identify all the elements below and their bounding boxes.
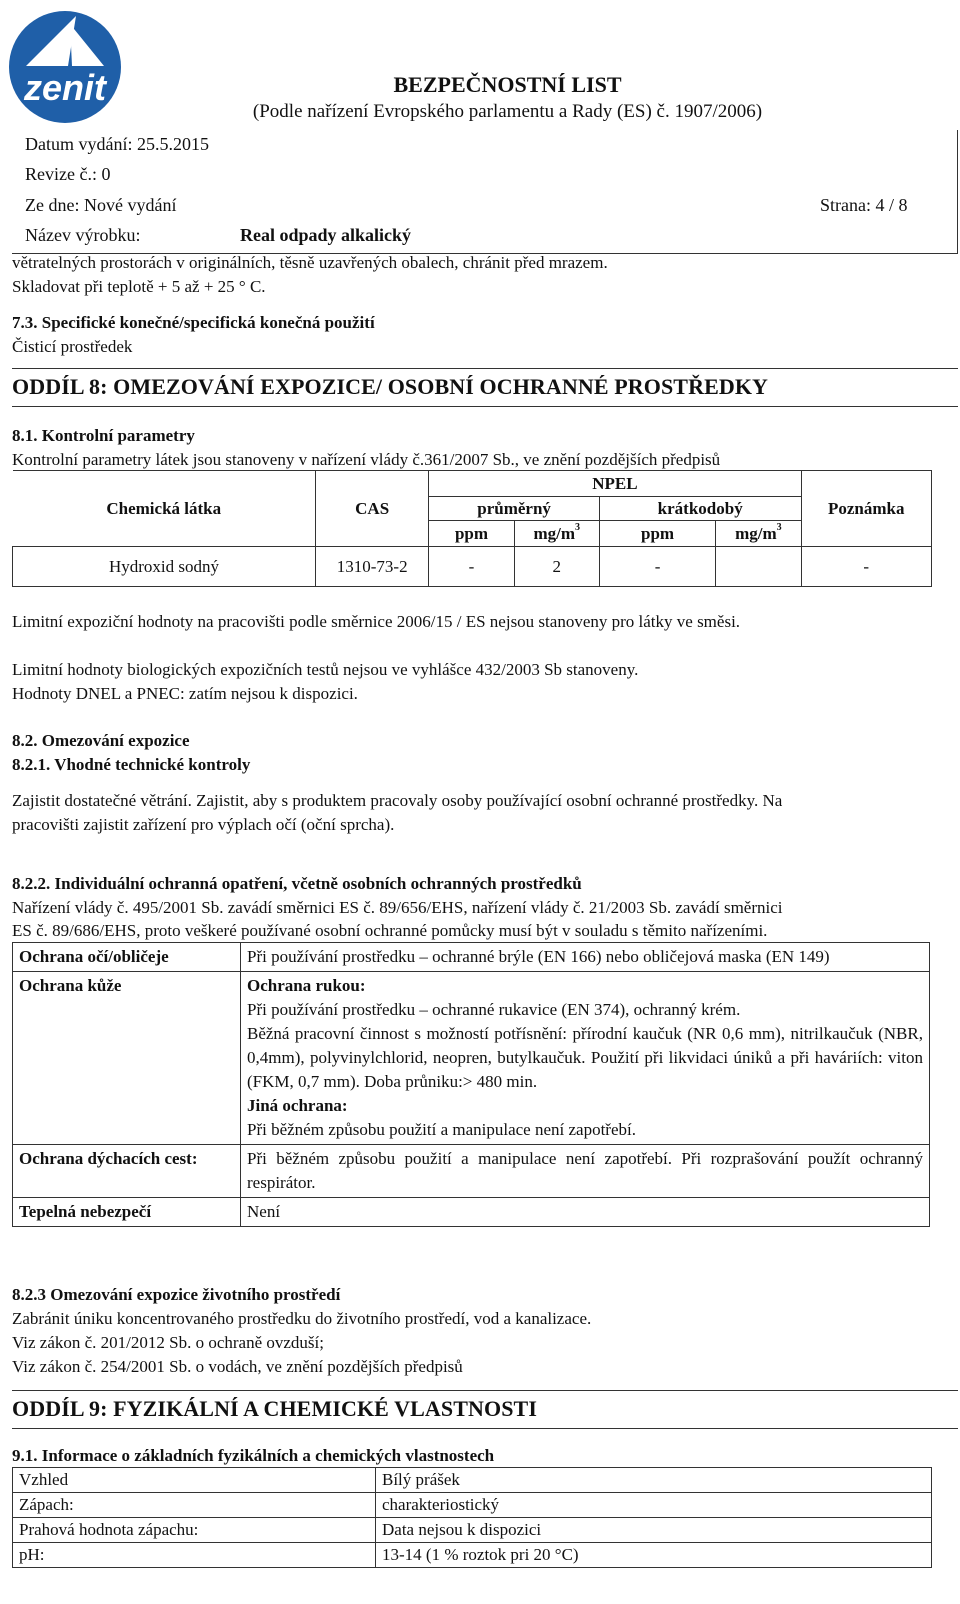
table-row bbox=[13, 1468, 932, 1493]
cell-short-ppm: - bbox=[599, 547, 715, 587]
sec8-2-2-line1: Nařízení vlády č. 495/2001 Sb. zavádí směrnici ES č. 89/656/EHS, nařízení vlády č. 21/2003 Sb. zavádí směrnici bbox=[12, 898, 783, 917]
cell-avg-mg: 2 bbox=[514, 547, 599, 587]
heading-9-1: 9.1. Informace o základních fyzikálních a chemických vlastnostech bbox=[12, 1446, 495, 1465]
sec8-2-1-line2: pracovišti zajistit zařízení pro výplach očí (oční sprcha). bbox=[12, 815, 395, 834]
issue-date: Datum vydání: 25.5.2015 bbox=[25, 134, 209, 154]
npel-table bbox=[12, 470, 932, 587]
cell-cas: 1310-73-2 bbox=[315, 547, 428, 587]
ppe-label: Tepelná nebezpečí bbox=[13, 1198, 241, 1227]
issued-from: Ze dne: Nové vydání bbox=[25, 195, 177, 215]
doc-title: BEZPEČNOSTNÍ LIST bbox=[393, 72, 622, 97]
other-protection-text: Při běžném způsobu použití a manipulace není zapotřebí. bbox=[247, 1120, 636, 1139]
prop-value: 13-14 (1 % roztok pri 20 °C) bbox=[376, 1543, 932, 1568]
section-8-title: ODDÍL 8: OMEZOVÁNÍ EXPOZICE/ OSOBNÍ OCHRANNÉ PROSTŘEDKY bbox=[12, 374, 769, 399]
heading-7-3: 7.3. Specifické konečné/specifická konečná použití bbox=[12, 313, 375, 332]
cell-short-mg bbox=[716, 547, 801, 587]
cell-avg-ppm: - bbox=[429, 547, 514, 587]
sec8-2-3-line3: Viz zákon č. 254/2001 Sb. o vodách, ve znění pozdějších předpisů bbox=[12, 1357, 463, 1376]
prop-value: charakteriostický bbox=[376, 1493, 932, 1518]
properties-table bbox=[12, 1467, 932, 1568]
heading-8-2: 8.2. Omezování expozice bbox=[12, 731, 190, 750]
doc-subtitle: (Podle nařízení Evropského parlamentu a Rady (ES) č. 1907/2006) bbox=[252, 101, 763, 122]
sec8-2-3-line2: Viz zákon č. 201/2012 Sb. o ochraně ovzduší; bbox=[12, 1333, 324, 1352]
ppe-label: Ochrana dýchacích cest: bbox=[13, 1145, 241, 1198]
col-npel: NPEL bbox=[429, 471, 801, 497]
unit-mg: $mg/m^3$ bbox=[514, 521, 599, 547]
prop-value: Bílý prášek bbox=[376, 1468, 932, 1493]
hand-protection-materials: Běžná pracovní činnost s možností potřísnění: přírodní kaučuk (NR 0,6 mm), nitrilkaučuk (NBR, 0,4mm), polyvinylchlorid, neopren, butylkaučuk. Použití při likvidaci úniků a při haváriích: viton (FKM, 0,7 mm). Doba průniku:> 480 min. bbox=[247, 1024, 923, 1091]
prop-key: Zápach: bbox=[13, 1493, 376, 1518]
col-note: Poznámka bbox=[801, 471, 931, 547]
heading-8-2-2: 8.2.2. Individuální ochranná opatření, včetně osobních ochranných prostředků bbox=[12, 874, 582, 893]
heading-8-2-1: 8.2.1. Vhodné technické kontroly bbox=[12, 755, 251, 774]
table-row bbox=[13, 1543, 932, 1568]
sec7-line2: Skladovat při teplotě + 5 až + 25 ° C. bbox=[12, 277, 266, 296]
prop-value: Data nejsou k dispozici bbox=[376, 1518, 932, 1543]
table-row bbox=[13, 1145, 930, 1198]
revision: Revize č.: 0 bbox=[25, 164, 111, 184]
sec7-use: Čisticí prostředek bbox=[12, 337, 133, 356]
sec8-2-3-line1: Zabránit úniku koncentrovaného prostředku do životního prostředí, vod a kanalizace. bbox=[12, 1309, 592, 1328]
hand-protection-text: Při používání prostředku – ochranné rukavice (EN 374), ochranný krém. bbox=[247, 1000, 741, 1019]
section-divider bbox=[12, 1428, 958, 1429]
sec7-line1: větratelných prostorách v originálních, těsně uzavřených obalech, chránit před mrazem. bbox=[12, 253, 608, 272]
table-row bbox=[13, 1493, 932, 1518]
hand-protection-title: Ochrana rukou: bbox=[247, 976, 366, 995]
ppe-value: Při používání prostředku – ochranné brýle (EN 166) nebo obličejová maska (EN 149) bbox=[241, 943, 930, 972]
svg-text:zenit: zenit bbox=[23, 67, 107, 108]
ppe-table bbox=[12, 942, 930, 1227]
section-divider bbox=[12, 368, 958, 369]
col-average: průměrný bbox=[429, 497, 600, 521]
col-cas: CAS bbox=[315, 471, 428, 547]
limit-text: Limitní expoziční hodnoty na pracovišti podle směrnice 2006/15 / ES nejsou stanoveny pro látky ve směsi. bbox=[12, 612, 741, 631]
ppe-value: Při běžném způsobu použití a manipulace není zapotřebí. Při rozprašování použít ochranný respirátor. bbox=[241, 1145, 930, 1198]
table-row bbox=[13, 547, 932, 587]
ppe-value bbox=[241, 972, 930, 1145]
page-number: Strana: 4 / 8 bbox=[820, 195, 908, 215]
col-short-term: krátkodobý bbox=[599, 497, 801, 521]
dnel-text: Hodnoty DNEL a PNEC: zatím nejsou k dispozici. bbox=[12, 684, 358, 703]
prop-key: pH: bbox=[13, 1543, 376, 1568]
prop-key: Vzhled bbox=[13, 1468, 376, 1493]
section-divider bbox=[12, 406, 958, 407]
sec8-2-1-line1: Zajistit dostatečné větrání. Zajistit, aby s produktem pracovaly osoby používající osobní ochranné prostředky. Na bbox=[12, 791, 783, 810]
prop-key: Prahová hodnota zápachu: bbox=[13, 1518, 376, 1543]
table-row bbox=[13, 972, 930, 1145]
table-row bbox=[13, 943, 930, 972]
ppe-value: Není bbox=[241, 1198, 930, 1227]
heading-8-1: 8.1. Kontrolní parametry bbox=[12, 426, 195, 445]
bio-text: Limitní hodnoty biologických expozičních testů nejsou ve vyhlášce 432/2003 Sb stanoveny. bbox=[12, 660, 639, 679]
table-row bbox=[13, 1518, 932, 1543]
unit-ppm: ppm bbox=[429, 521, 514, 547]
section-9-title: ODDÍL 9: FYZIKÁLNÍ A CHEMICKÉ VLASTNOSTI bbox=[12, 1396, 537, 1421]
sec8-1-text: Kontrolní parametry látek jsou stanoveny v nařízení vlády č.361/2007 Sb., ve znění pozdějších předpisů bbox=[12, 450, 721, 469]
section-divider bbox=[12, 1390, 958, 1391]
product-label: Název výrobku: bbox=[25, 225, 141, 245]
col-chemical: Chemická látka bbox=[13, 471, 316, 547]
cell-name: Hydroxid sodný bbox=[13, 547, 316, 587]
product-name: Real odpady alkalický bbox=[240, 225, 412, 245]
unit-ppm: ppm bbox=[599, 521, 715, 547]
table-row bbox=[13, 1198, 930, 1227]
other-protection-title: Jiná ochrana: bbox=[247, 1096, 348, 1115]
sec8-2-2-line2: ES č. 89/686/EHS, proto veškeré používané osobní ochranné pomůcky musí být v souladu s těmito nařízeními. bbox=[12, 921, 768, 940]
ppe-label: Ochrana kůže bbox=[13, 972, 241, 1145]
heading-8-2-3: 8.2.3 Omezování expozice životního prostředí bbox=[12, 1285, 341, 1304]
ppe-label: Ochrana očí/obličeje bbox=[13, 943, 241, 972]
unit-mg: $mg/m^3$ bbox=[716, 521, 801, 547]
cell-note: - bbox=[801, 547, 931, 587]
